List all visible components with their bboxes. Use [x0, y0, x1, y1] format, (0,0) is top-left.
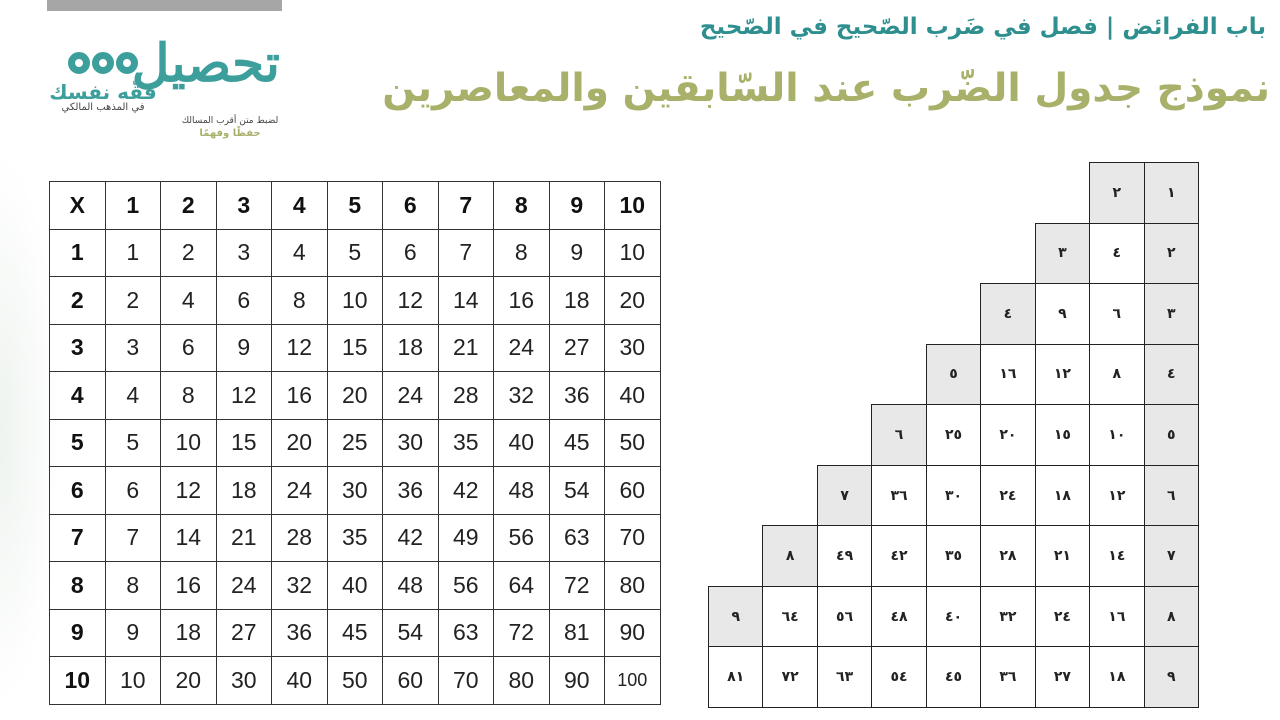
tri-cell: ٢٥ — [926, 404, 981, 466]
table-row — [50, 324, 661, 372]
table-cell: 72 — [494, 609, 550, 657]
tri-cell: ٤٨ — [871, 586, 926, 648]
table-cell: 20 — [272, 419, 328, 467]
tri-diagonal-cell: ٥ — [926, 344, 981, 406]
table-cell: 18 — [549, 277, 605, 325]
table-header-cell: 3 — [216, 182, 272, 230]
table-cell: 10 — [327, 277, 383, 325]
table-row — [50, 514, 661, 562]
table-cell: 15 — [216, 419, 272, 467]
fiqh-logo-name: فقّه نفسك — [49, 80, 157, 104]
tri-cell: ٥٤ — [871, 646, 926, 708]
table-cell: 25 — [327, 419, 383, 467]
table-cell: 27 — [549, 324, 605, 372]
table-cell: 30 — [605, 324, 661, 372]
table-cell: 80 — [494, 657, 550, 705]
tahsil-logo-subtitle: لضبط متن أقرب المسالك — [181, 116, 279, 126]
tri-cell: ٩ — [1035, 283, 1090, 345]
row-header-cell: 7 — [50, 514, 106, 562]
table-cell: 90 — [605, 609, 661, 657]
table-cell: 18 — [383, 324, 439, 372]
table-cell: 8 — [272, 277, 328, 325]
tri-diagonal-cell: ٨ — [762, 525, 817, 587]
row-header-cell: 9 — [50, 609, 106, 657]
tri-cell: ١٥ — [1035, 404, 1090, 466]
table-cell: 7 — [105, 514, 161, 562]
table-row — [50, 467, 661, 515]
tri-cell: ٤٠ — [926, 586, 981, 648]
tri-cell: ٢٠ — [980, 404, 1035, 466]
triangular-multiplication-table — [708, 162, 1198, 707]
table-header-cell: 2 — [161, 182, 217, 230]
tri-cell: ٥٦ — [817, 586, 872, 648]
table-cell: 10 — [161, 419, 217, 467]
row-header-cell: 6 — [50, 467, 106, 515]
table-cell: 24 — [272, 467, 328, 515]
tri-cell: ٨ — [1089, 344, 1144, 406]
tri-cell: ١٨ — [1089, 646, 1144, 708]
table-cell: 4 — [105, 372, 161, 420]
table-cell: 40 — [327, 562, 383, 610]
table-cell: 12 — [161, 467, 217, 515]
table-row — [50, 657, 661, 705]
table-cell: 10 — [605, 229, 661, 277]
table-cell: 70 — [605, 514, 661, 562]
table-cell: 54 — [549, 467, 605, 515]
table-cell: 45 — [327, 609, 383, 657]
tri-cell: ١٨ — [1035, 465, 1090, 527]
table-header-cell: 9 — [549, 182, 605, 230]
table-cell: 21 — [438, 324, 494, 372]
table-row — [50, 277, 661, 325]
table-cell: 6 — [161, 324, 217, 372]
tri-cell: ١٢ — [1089, 465, 1144, 527]
row-header-cell: 10 — [50, 657, 106, 705]
table-cell: 24 — [216, 562, 272, 610]
tri-cell: ٦٣ — [817, 646, 872, 708]
table-cell: 36 — [549, 372, 605, 420]
tri-cell: ٤٩ — [817, 525, 872, 587]
tri-cell: ١٢ — [1035, 344, 1090, 406]
table-cell: 90 — [549, 657, 605, 705]
table-cell: 3 — [216, 229, 272, 277]
tri-cell: ٤٢ — [871, 525, 926, 587]
table-cell: 56 — [494, 514, 550, 562]
table-cell: 56 — [438, 562, 494, 610]
tri-cell: ٢١ — [1035, 525, 1090, 587]
table-header-cell: 7 — [438, 182, 494, 230]
tri-cell: ٣٠ — [926, 465, 981, 527]
tri-row-header-cell: ١ — [1144, 162, 1199, 224]
table-cell: 1 — [105, 229, 161, 277]
table-cell: 63 — [438, 609, 494, 657]
table-row — [50, 609, 661, 657]
table-header-cell: 10 — [605, 182, 661, 230]
table-cell: 18 — [216, 467, 272, 515]
tahsil-logo — [131, 33, 280, 139]
table-header-cell: 1 — [105, 182, 161, 230]
tri-cell: ٦٤ — [762, 586, 817, 648]
table-cell: 35 — [438, 419, 494, 467]
table-cell: 64 — [494, 562, 550, 610]
table-cell: 12 — [216, 372, 272, 420]
tri-cell: ١٦ — [980, 344, 1035, 406]
table-cell: 32 — [272, 562, 328, 610]
tri-cell: ٧٢ — [762, 646, 817, 708]
tri-cell: ٢٤ — [980, 465, 1035, 527]
table-cell: 70 — [438, 657, 494, 705]
table-cell: 60 — [605, 467, 661, 515]
table-cell: 36 — [383, 467, 439, 515]
table-cell: 8 — [494, 229, 550, 277]
table-cell: 5 — [327, 229, 383, 277]
table-cell: 9 — [549, 229, 605, 277]
table-cell: 30 — [383, 419, 439, 467]
table-cell: 24 — [383, 372, 439, 420]
tri-cell: ٨١ — [708, 646, 763, 708]
tri-row-header-cell: ٤ — [1144, 344, 1199, 406]
page-title: نموذج جدول الضّرب عند السّابقين والمعاصرين — [382, 66, 1270, 111]
table-cell: 63 — [549, 514, 605, 562]
table-cell: 6 — [105, 467, 161, 515]
tri-cell: ٢٤ — [1035, 586, 1090, 648]
table-cell: 3 — [105, 324, 161, 372]
tri-cell: ٢٧ — [1035, 646, 1090, 708]
tahsil-logo-mark: تحصيل — [131, 33, 280, 94]
table-header-cell: 6 — [383, 182, 439, 230]
tri-cell: ٢٨ — [980, 525, 1035, 587]
table-cell: 10 — [105, 657, 161, 705]
table-cell: 8 — [105, 562, 161, 610]
tri-row-header-cell: ٢ — [1144, 223, 1199, 285]
table-header-row — [50, 182, 661, 230]
table-cell: 6 — [216, 277, 272, 325]
table-cell: 16 — [272, 372, 328, 420]
multiplication-table — [49, 181, 661, 705]
tri-cell: ١٤ — [1089, 525, 1144, 587]
tri-cell: ٣٢ — [980, 586, 1035, 648]
tri-cell: ١٠ — [1089, 404, 1144, 466]
table-cell: 48 — [494, 467, 550, 515]
table-cell: 40 — [272, 657, 328, 705]
tri-cell: ٤٥ — [926, 646, 981, 708]
row-header-cell: 5 — [50, 419, 106, 467]
table-row — [50, 229, 661, 277]
tri-row-header-cell: ٨ — [1144, 586, 1199, 648]
table-cell: 9 — [105, 609, 161, 657]
table-cell: 32 — [494, 372, 550, 420]
table-cell: 2 — [161, 229, 217, 277]
table-cell: 40 — [494, 419, 550, 467]
table-cell: 54 — [383, 609, 439, 657]
tri-diagonal-cell: ٣ — [1035, 223, 1090, 285]
tri-cell: ٤ — [1089, 223, 1144, 285]
tri-diagonal-cell: ٦ — [871, 404, 926, 466]
row-header-cell: 3 — [50, 324, 106, 372]
table-cell: 8 — [161, 372, 217, 420]
table-cell: 45 — [549, 419, 605, 467]
top-progress-bar — [47, 0, 282, 11]
table-cell: 81 — [549, 609, 605, 657]
table-cell: 42 — [438, 467, 494, 515]
table-cell: 35 — [327, 514, 383, 562]
table-cell: 16 — [161, 562, 217, 610]
table-cell: 28 — [272, 514, 328, 562]
tri-row-header-cell: ٦ — [1144, 465, 1199, 527]
table-cell: 20 — [327, 372, 383, 420]
table-cell: 50 — [605, 419, 661, 467]
table-cell: 2 — [105, 277, 161, 325]
tri-cell: ٣٦ — [871, 465, 926, 527]
table-cell: 12 — [383, 277, 439, 325]
table-cell: 6 — [383, 229, 439, 277]
table-cell: 14 — [438, 277, 494, 325]
table-cell: 42 — [383, 514, 439, 562]
table-cell: 100 — [605, 657, 661, 705]
table-cell: 24 — [494, 324, 550, 372]
table-cell: 20 — [161, 657, 217, 705]
row-header-cell: 8 — [50, 562, 106, 610]
fiqh-logo — [40, 38, 166, 113]
table-header-cell: X — [50, 182, 106, 230]
table-cell: 4 — [272, 229, 328, 277]
table-cell: 28 — [438, 372, 494, 420]
tahsil-logo-tagline: حفظًا وفهمًا — [199, 128, 261, 139]
table-cell: 48 — [383, 562, 439, 610]
tri-diagonal-cell: ٢ — [1089, 162, 1144, 224]
table-cell: 60 — [383, 657, 439, 705]
fiqh-logo-rings-icon — [40, 52, 166, 74]
table-cell: 80 — [605, 562, 661, 610]
table-header-cell: 5 — [327, 182, 383, 230]
table-cell: 21 — [216, 514, 272, 562]
table-cell: 5 — [105, 419, 161, 467]
table-cell: 15 — [327, 324, 383, 372]
table-header-cell: 8 — [494, 182, 550, 230]
fiqh-logo-subtitle: في المذهب المالكي — [61, 102, 145, 113]
table-header-cell: 4 — [272, 182, 328, 230]
tri-diagonal-cell: ٧ — [817, 465, 872, 527]
row-header-cell: 1 — [50, 229, 106, 277]
table-cell: 30 — [327, 467, 383, 515]
table-cell: 7 — [438, 229, 494, 277]
table-cell: 49 — [438, 514, 494, 562]
table-cell: 14 — [161, 514, 217, 562]
row-header-cell: 4 — [50, 372, 106, 420]
table-cell: 4 — [161, 277, 217, 325]
table-cell: 30 — [216, 657, 272, 705]
tri-row-header-cell: ٧ — [1144, 525, 1199, 587]
table-cell: 72 — [549, 562, 605, 610]
tri-diagonal-cell: ٤ — [980, 283, 1035, 345]
tri-diagonal-cell: ٩ — [708, 586, 763, 648]
section-breadcrumb: باب الفرائض | فصل في ضَرب الصّحيح في الصّحيح — [699, 14, 1266, 40]
table-cell: 12 — [272, 324, 328, 372]
tri-row-header-cell: ٥ — [1144, 404, 1199, 466]
tri-cell: ٣٦ — [980, 646, 1035, 708]
table-cell: 9 — [216, 324, 272, 372]
table-cell: 36 — [272, 609, 328, 657]
tri-row-header-cell: ٣ — [1144, 283, 1199, 345]
tri-cell: ١٦ — [1089, 586, 1144, 648]
table-cell: 40 — [605, 372, 661, 420]
row-header-cell: 2 — [50, 277, 106, 325]
table-row — [50, 372, 661, 420]
tri-cell: ٣٥ — [926, 525, 981, 587]
table-row — [50, 562, 661, 610]
table-cell: 16 — [494, 277, 550, 325]
table-cell: 18 — [161, 609, 217, 657]
tri-cell: ٦ — [1089, 283, 1144, 345]
tri-row-header-cell: ٩ — [1144, 646, 1199, 708]
table-cell: 27 — [216, 609, 272, 657]
table-cell: 50 — [327, 657, 383, 705]
table-cell: 20 — [605, 277, 661, 325]
table-row — [50, 419, 661, 467]
